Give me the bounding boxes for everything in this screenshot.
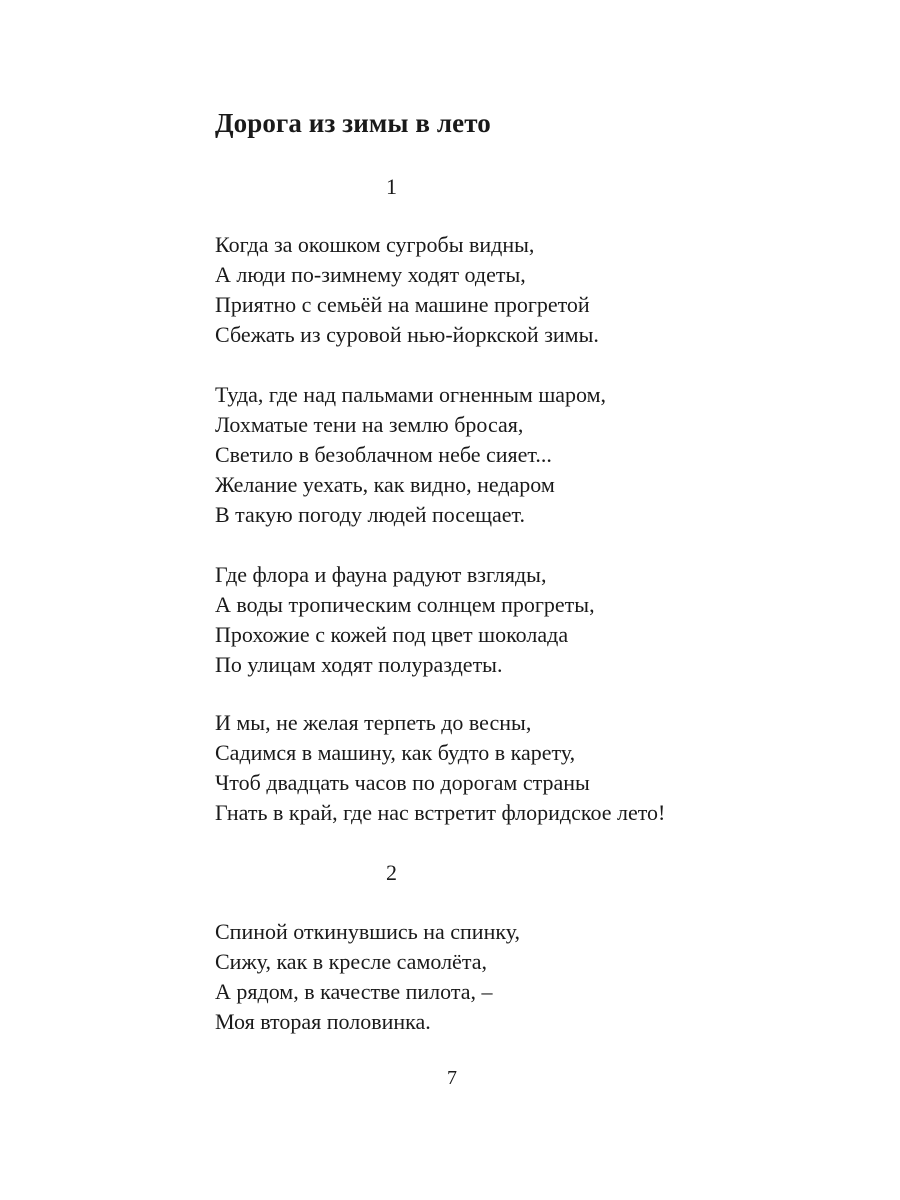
verse-line: В такую погоду людей посещает. (215, 502, 526, 527)
verse-line: А воды тропическим солнцем прогреты, (215, 592, 595, 617)
verse-line: Сижу, как в кресле самолёта, (215, 949, 487, 974)
verse-line: Чтоб двадцать часов по дорогам страны (215, 770, 590, 795)
verse-line: По улицам ходят полураздеты. (215, 652, 503, 677)
verse-line: Светило в безоблачном небе сияет... (215, 442, 552, 467)
stanza-2 (215, 380, 606, 530)
verse-line: А рядом, в качестве пилота, – (215, 979, 493, 1004)
verse-line: А люди по-зимнему ходят одеты, (215, 262, 526, 287)
stanza-5 (215, 917, 520, 1037)
page-number: 7 (447, 1067, 457, 1089)
verse-line: Сбежать из суровой нью-йоркской зимы. (215, 322, 599, 347)
verse-line: Гнать в край, где нас встретит флоридское лето! (215, 800, 666, 825)
verse-line: Где флора и фауна радуют взгляды, (215, 562, 547, 587)
stanza-4 (215, 708, 665, 828)
verse-line: Прохожие с кожей под цвет шоколада (215, 622, 569, 647)
verse-line: Моя вторая половинка. (215, 1009, 431, 1034)
poem-title: Дорога из зимы в лето (215, 108, 491, 138)
verse-line: Туда, где над пальмами огненным шаром, (215, 382, 607, 407)
verse-line: Желание уехать, как видно, недаром (215, 472, 555, 497)
verse-line: Спиной откинувшись на спинку, (215, 919, 521, 944)
section-number-1: 1 (386, 174, 397, 199)
section-number-2: 2 (386, 860, 397, 885)
verse-line: Лохматые тени на землю бросая, (215, 412, 524, 437)
verse-line: И мы, не желая терпеть до весны, (215, 710, 532, 735)
verse-line: Когда за окошком сугробы видны, (215, 232, 535, 257)
stanza-1 (215, 230, 599, 350)
stanza-3 (215, 560, 595, 680)
verse-line: Приятно с семьёй на машине прогретой (215, 292, 590, 317)
verse-line: Садимся в машину, как будто в карету, (215, 740, 576, 765)
